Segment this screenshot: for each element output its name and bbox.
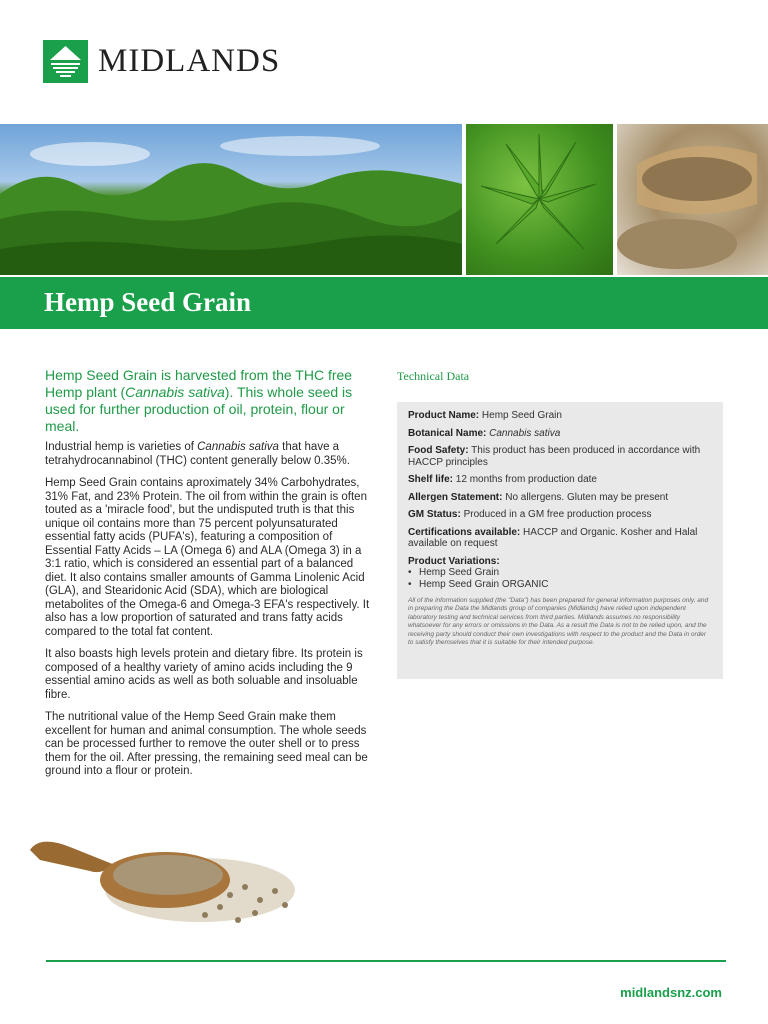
allergen-row: Allergen Statement: No allergens. Gluten may be present (408, 491, 669, 503)
list-item: • Hemp Seed Grain ORGANIC (408, 579, 712, 591)
shelf-life-row: Shelf life: 12 months from production date (408, 474, 597, 485)
botanical-name-row: Botanical Name: Cannabis sativa (408, 427, 561, 439)
brand-name: MIDLANDS (98, 43, 281, 79)
list-item: • Hemp Seed Grain (408, 567, 712, 579)
brand-logo (43, 40, 280, 83)
footer-website-link[interactable]: midlandsnz.com (620, 985, 722, 1000)
food-safety-row: Food Safety: This product has been produced in accordance with HACCP principles (408, 445, 701, 468)
title-banner (0, 277, 768, 329)
hemp-seed-scoop-image (30, 825, 305, 935)
hemp-leaves-photo (466, 124, 613, 275)
page-title: Hemp Seed Grain (44, 287, 251, 317)
product-variations-list (408, 567, 712, 591)
logo-mark-icon (43, 40, 88, 83)
certifications-row: Certifications available: HACCP and Organic. Kosher and Halal available on request (408, 526, 698, 549)
disclaimer-text: All of the information supplied (the "Data") has been prepared for general information purposes only, and in preparing the Data the Midlands group of companies (Midlands) have relied upon independent laboratory testing and technical services from third parties. Midlands assumes no responsibility whatsoever for any errors or omissions in the Data. As a result the Data is not to be relied upon, and the receiving party should conduct their own investigations with respect to the product and the Data in order to satisfy themselves that it is suitable for their intended purpose. (408, 597, 709, 647)
lead-paragraph: Hemp Seed Grain is harvested from the THC free Hemp plant (Cannabis sativa). This whole seed is used for further production of oil, protein, flour or meal. (45, 367, 353, 434)
paragraph-composition: Hemp Seed Grain contains aproximately 34% Carbohydrates, 31% Fat, and 23% Protein. The oil from within the grain is often touted as a 'miracle food', but the undisputed truth is that this unique oil contains more than 75 percent polyunsaturated essential fatty acids (PUFA's), featuring a composition of Essential Fatty Acids – LA (Omega 6) and ALA (Omega 3) in a 3:1 ratio, which is considered an essential part of a balanced diet. It also contains smaller amounts of Gamma Linolenic Acid (GLA), and Stearidonic Acid (SDA), which are biological metabolites of the Omega-6 and Omega-3 EFA's respectively. It also has a low proportion of saturated and trans fatty acids compared to the total fat content. (45, 477, 370, 638)
paragraph-nutrition: The nutritional value of the Hemp Seed Grain make them excellent for human and animal consumption. The whole seeds can be processed further to remove the outer shell or to press them for the oil. After pressing, the remaining seed meal can be ground into a flour or protein. (45, 711, 368, 777)
gm-status-row: GM Status: Produced in a GM free production process (408, 509, 652, 520)
technical-data-box (397, 402, 723, 679)
footer-divider (46, 960, 726, 962)
product-name-row: Product Name: Hemp Seed Grain (408, 410, 562, 421)
technical-data-heading: Technical Data (397, 369, 470, 383)
product-variations-label: Product Variations: (408, 555, 500, 567)
hemp-seeds-bowl-photo (617, 124, 768, 275)
intro-column (45, 367, 375, 788)
hemp-field-photo (0, 124, 462, 275)
paragraph-protein: It also boasts high levels protein and dietary fibre. Its protein is composed of a healthy variety of amino acids including the 9 essential amino acids as well as both soluable and insoluable fibre. (45, 648, 363, 701)
photo-strip (0, 124, 768, 275)
paragraph-thc: Industrial hemp is varieties of Cannabis sativa that have a tetrahydrocannabinol (THC) content generally below 0.35%. (45, 441, 350, 467)
